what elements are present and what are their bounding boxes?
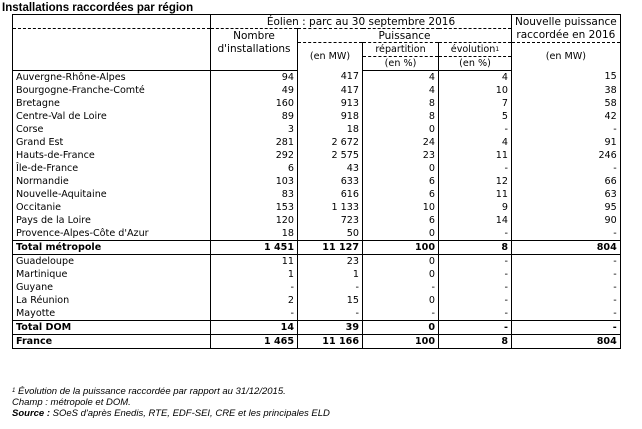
- cell-region: Guyane: [13, 281, 211, 294]
- cell-nouvelle: -: [512, 307, 621, 321]
- cell-mw: 11 166: [298, 335, 363, 349]
- cell-nombre: 1: [211, 268, 298, 281]
- cell-nombre: -: [211, 307, 298, 321]
- cell-evolution: -: [439, 162, 512, 175]
- cell-region: Martinique: [13, 268, 211, 281]
- cell-evolution: 11: [439, 149, 512, 162]
- cell-nombre: -: [211, 281, 298, 294]
- table-row: [13, 149, 621, 162]
- cell-evolution: -: [439, 281, 512, 294]
- cell-evolution: 8: [439, 335, 512, 349]
- cell-nouvelle: 804: [512, 241, 621, 255]
- cell-repartition: 0: [363, 321, 439, 335]
- cell-nouvelle: 38: [512, 84, 621, 97]
- cell-region: Corse: [13, 123, 211, 136]
- cell-nouvelle: 42: [512, 110, 621, 123]
- table-row: [13, 268, 621, 281]
- cell-evolution: 4: [439, 136, 512, 149]
- cell-nombre: 1 451: [211, 241, 298, 255]
- table-row: [13, 294, 621, 307]
- cell-evolution: 12: [439, 175, 512, 188]
- evolution-unit: (en %): [439, 57, 512, 71]
- table-row: [13, 307, 621, 321]
- cell-mw: 2 672: [298, 136, 363, 149]
- table-header: [13, 15, 621, 71]
- cell-mw: 39: [298, 321, 363, 335]
- total-row: [13, 241, 621, 255]
- cell-region: France: [13, 335, 211, 349]
- cell-mw: 417: [298, 84, 363, 97]
- installations-table: [12, 14, 621, 349]
- cell-mw: 11 127: [298, 241, 363, 255]
- total-row: [13, 321, 621, 335]
- cell-nombre: 160: [211, 97, 298, 110]
- cell-region: Provence-Alpes-Côte d'Azur: [13, 227, 211, 241]
- note-sup: 1: [12, 388, 16, 394]
- cell-evolution: 4: [439, 71, 512, 85]
- nombre-header-line2: d'installations: [217, 42, 291, 55]
- cell-region: Mayotte: [13, 307, 211, 321]
- cell-repartition: -: [363, 307, 439, 321]
- cell-repartition: 24: [363, 136, 439, 149]
- cell-mw: 50: [298, 227, 363, 241]
- cell-nombre: 94: [211, 71, 298, 85]
- note-evolution-text: Évolution de la puissance raccordée par rapport au 31/12/2015.: [15, 386, 286, 397]
- cell-region: Hauts-de-France: [13, 149, 211, 162]
- cell-repartition: 8: [363, 97, 439, 110]
- cell-region: Auvergne-Rhône-Alpes: [13, 71, 211, 85]
- cell-region: Bourgogne-Franche-Comté: [13, 84, 211, 97]
- cell-nouvelle: 90: [512, 214, 621, 227]
- cell-mw: 18: [298, 123, 363, 136]
- cell-nouvelle: -: [512, 281, 621, 294]
- cell-mw: 913: [298, 97, 363, 110]
- cell-evolution: -: [439, 268, 512, 281]
- cell-repartition: 0: [363, 268, 439, 281]
- cell-evolution: 11: [439, 188, 512, 201]
- footnotes: [12, 386, 330, 419]
- cell-mw: 633: [298, 175, 363, 188]
- cell-nombre: 103: [211, 175, 298, 188]
- cell-mw: 1: [298, 268, 363, 281]
- cell-nombre: 1 465: [211, 335, 298, 349]
- cell-nouvelle: -: [512, 255, 621, 269]
- cell-nombre: 18: [211, 227, 298, 241]
- cell-repartition: 0: [363, 123, 439, 136]
- nombre-header-line1: Nombre: [233, 29, 275, 42]
- cell-evolution: -: [439, 321, 512, 335]
- cell-region: Guadeloupe: [13, 255, 211, 269]
- cell-evolution: -: [439, 307, 512, 321]
- cell-mw: 1 133: [298, 201, 363, 214]
- cell-nouvelle: 63: [512, 188, 621, 201]
- cell-region: La Réunion: [13, 294, 211, 307]
- cell-nombre: 281: [211, 136, 298, 149]
- cell-nouvelle: 91: [512, 136, 621, 149]
- cell-nombre: 2: [211, 294, 298, 307]
- cell-mw: 918: [298, 110, 363, 123]
- cell-region: Nouvelle-Aquitaine: [13, 188, 211, 201]
- total-row: [13, 335, 621, 349]
- dom-rows: [13, 255, 621, 321]
- cell-nombre: 11: [211, 255, 298, 269]
- nouvelle-unit-header: (en MW): [512, 43, 621, 71]
- note-source: [12, 408, 330, 419]
- repartition-unit: (en %): [363, 57, 439, 71]
- cell-nombre: 14: [211, 321, 298, 335]
- table-row: [13, 214, 621, 227]
- cell-nouvelle: 95: [512, 201, 621, 214]
- cell-evolution: -: [439, 123, 512, 136]
- nouvelle-header-line2: raccordée en 2016: [512, 29, 621, 43]
- cell-repartition: 0: [363, 294, 439, 307]
- cell-mw: -: [298, 281, 363, 294]
- cell-nouvelle: 246: [512, 149, 621, 162]
- cell-region: Occitanie: [13, 201, 211, 214]
- table-row: [13, 201, 621, 214]
- cell-mw: 616: [298, 188, 363, 201]
- metro-rows: [13, 71, 621, 241]
- table-row: [13, 136, 621, 149]
- note-champ: Champ : métropole et DOM.: [12, 397, 131, 408]
- table-row: [13, 175, 621, 188]
- page-title: Installations raccordées par région: [2, 2, 194, 14]
- cell-repartition: 100: [363, 241, 439, 255]
- cell-region: Total métropole: [13, 241, 211, 255]
- cell-evolution: 9: [439, 201, 512, 214]
- cell-nombre: 83: [211, 188, 298, 201]
- cell-repartition: 4: [363, 84, 439, 97]
- mw-header: (en MW): [298, 43, 363, 71]
- cell-nouvelle: 15: [512, 71, 621, 85]
- cell-nombre: 3: [211, 123, 298, 136]
- cell-mw: 23: [298, 255, 363, 269]
- cell-repartition: 6: [363, 188, 439, 201]
- puissance-header: Puissance: [298, 29, 512, 43]
- cell-evolution: -: [439, 294, 512, 307]
- evolution-sup: 1: [495, 45, 500, 53]
- cell-repartition: 6: [363, 175, 439, 188]
- table-row: [13, 188, 621, 201]
- cell-region: Bretagne: [13, 97, 211, 110]
- cell-mw: 43: [298, 162, 363, 175]
- cell-nombre: 6: [211, 162, 298, 175]
- cell-evolution: 8: [439, 241, 512, 255]
- cell-region: Total DOM: [13, 321, 211, 335]
- group-title: Éolien : parc au 30 septembre 2016: [211, 15, 512, 29]
- cell-repartition: 23: [363, 149, 439, 162]
- cell-evolution: 5: [439, 110, 512, 123]
- cell-repartition: -: [363, 281, 439, 294]
- cell-evolution: 7: [439, 97, 512, 110]
- cell-repartition: 10: [363, 201, 439, 214]
- cell-mw: -: [298, 307, 363, 321]
- cell-region: Centre-Val de Loire: [13, 110, 211, 123]
- cell-evolution: -: [439, 255, 512, 269]
- table-row: [13, 162, 621, 175]
- table-row: [13, 71, 621, 85]
- cell-mw: 15: [298, 294, 363, 307]
- cell-mw: 417: [298, 71, 363, 85]
- note-evolution: [12, 386, 330, 397]
- table-row: [13, 110, 621, 123]
- nouvelle-header-line1: Nouvelle puissance: [512, 15, 621, 29]
- source-text: SOeS d'après Enedis, RTE, EDF-SEI, CRE et les principales ELD: [50, 408, 330, 419]
- cell-nouvelle: -: [512, 123, 621, 136]
- metro-total: [13, 241, 621, 255]
- dom-total: [13, 321, 621, 335]
- cell-repartition: 0: [363, 255, 439, 269]
- cell-nouvelle: -: [512, 162, 621, 175]
- cell-mw: 723: [298, 214, 363, 227]
- cell-nouvelle: -: [512, 227, 621, 241]
- cell-repartition: 100: [363, 335, 439, 349]
- cell-nouvelle: -: [512, 268, 621, 281]
- cell-nombre: 153: [211, 201, 298, 214]
- cell-evolution: 14: [439, 214, 512, 227]
- source-label: Source :: [12, 408, 51, 419]
- evolution-label: évolution: [450, 43, 496, 55]
- cell-nouvelle: 66: [512, 175, 621, 188]
- cell-nombre: 120: [211, 214, 298, 227]
- cell-repartition: 0: [363, 162, 439, 175]
- table-row: [13, 255, 621, 269]
- table-row: [13, 227, 621, 241]
- evolution-header: [439, 43, 512, 57]
- cell-mw: 2 575: [298, 149, 363, 162]
- cell-nombre: 292: [211, 149, 298, 162]
- cell-evolution: -: [439, 227, 512, 241]
- cell-nouvelle: 804: [512, 335, 621, 349]
- table-row: [13, 84, 621, 97]
- cell-repartition: 0: [363, 227, 439, 241]
- table-row: [13, 281, 621, 294]
- cell-nombre: 49: [211, 84, 298, 97]
- cell-evolution: 10: [439, 84, 512, 97]
- cell-repartition: 8: [363, 110, 439, 123]
- france-total: [13, 335, 621, 349]
- nombre-header: [211, 29, 298, 57]
- cell-nouvelle: -: [512, 294, 621, 307]
- cell-region: Pays de la Loire: [13, 214, 211, 227]
- table-row: [13, 97, 621, 110]
- cell-region: Île-de-France: [13, 162, 211, 175]
- cell-nouvelle: 58: [512, 97, 621, 110]
- cell-nombre: 89: [211, 110, 298, 123]
- cell-nouvelle: -: [512, 321, 621, 335]
- repartition-header: répartition: [363, 43, 439, 57]
- cell-repartition: 6: [363, 214, 439, 227]
- cell-region: Grand Est: [13, 136, 211, 149]
- cell-region: Normandie: [13, 175, 211, 188]
- cell-repartition: 4: [363, 71, 439, 85]
- table-row: [13, 123, 621, 136]
